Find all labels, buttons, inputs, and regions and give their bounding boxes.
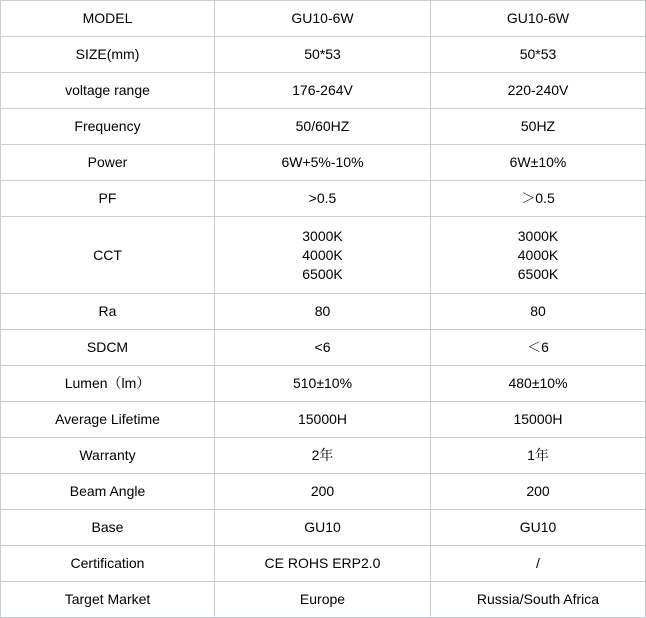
cell-label: PF (1, 181, 215, 217)
cell-value: 480±10% (431, 366, 646, 402)
cell-label: Ra (1, 294, 215, 330)
cell-value: >0.5 (215, 181, 431, 217)
row-pf (1, 181, 646, 217)
row-cct (1, 217, 646, 294)
cell-value: 15000H (431, 402, 646, 438)
row-lumen (1, 366, 646, 402)
cct-value: 6500K (302, 265, 343, 282)
cell-label: SDCM (1, 330, 215, 366)
cell-label: Certification (1, 546, 215, 582)
cell-value-multiline (431, 217, 646, 294)
cell-value: GU10 (215, 510, 431, 546)
row-sdcm (1, 330, 646, 366)
row-warranty (1, 438, 646, 474)
cell-label: Warranty (1, 438, 215, 474)
cell-value: GU10 (431, 510, 646, 546)
row-average-lifetime (1, 402, 646, 438)
cell-value: 80 (431, 294, 646, 330)
cell-label: CCT (1, 217, 215, 294)
cell-label: Frequency (1, 109, 215, 145)
cell-value-multiline (215, 217, 431, 294)
row-size (1, 37, 646, 73)
cell-value: 80 (215, 294, 431, 330)
cct-value: 4000K (302, 246, 343, 263)
cell-label: Average Lifetime (1, 402, 215, 438)
cell-value: 50*53 (215, 37, 431, 73)
row-beam-angle (1, 474, 646, 510)
cell-value: 6W+5%-10% (215, 145, 431, 181)
cell-label: Power (1, 145, 215, 181)
cell-value: Russia/South Africa (431, 582, 646, 618)
cell-value: <6 (215, 330, 431, 366)
cell-label: Beam Angle (1, 474, 215, 510)
cell-value: 50*53 (431, 37, 646, 73)
cell-value: 50HZ (431, 109, 646, 145)
row-frequency (1, 109, 646, 145)
cell-value: GU10-6W (215, 1, 431, 37)
row-target-market (1, 582, 646, 618)
cct-value: 3000K (517, 227, 559, 244)
cell-value: 510±10% (215, 366, 431, 402)
cell-value: 200 (215, 474, 431, 510)
cell-label: voltage range (1, 73, 215, 109)
cell-label: MODEL (1, 1, 215, 37)
cell-value: Europe (215, 582, 431, 618)
cell-value: GU10-6W (431, 1, 646, 37)
cell-value: 176-264V (215, 73, 431, 109)
cct-value: 6500K (517, 265, 559, 282)
cell-label: Target Market (1, 582, 215, 618)
cell-value: 6W±10% (431, 145, 646, 181)
cell-label: Lumen（lm） (1, 366, 215, 402)
row-base (1, 510, 646, 546)
row-ra (1, 294, 646, 330)
row-model (1, 1, 646, 37)
cell-value: 1年 (431, 438, 646, 474)
cell-value: 50/60HZ (215, 109, 431, 145)
cell-value: CE ROHS ERP2.0 (215, 546, 431, 582)
row-voltage-range (1, 73, 646, 109)
cell-label: SIZE(mm) (1, 37, 215, 73)
cell-value: ＞0.5 (431, 181, 646, 217)
cell-value: 220-240V (431, 73, 646, 109)
cell-value: / (431, 546, 646, 582)
cell-value: 200 (431, 474, 646, 510)
cct-value: 3000K (302, 227, 343, 244)
cell-value: 15000H (215, 402, 431, 438)
cell-label: Base (1, 510, 215, 546)
row-power (1, 145, 646, 181)
cell-value: ＜6 (431, 330, 646, 366)
cct-value: 4000K (517, 246, 559, 263)
cell-value: 2年 (215, 438, 431, 474)
row-certification (1, 546, 646, 582)
